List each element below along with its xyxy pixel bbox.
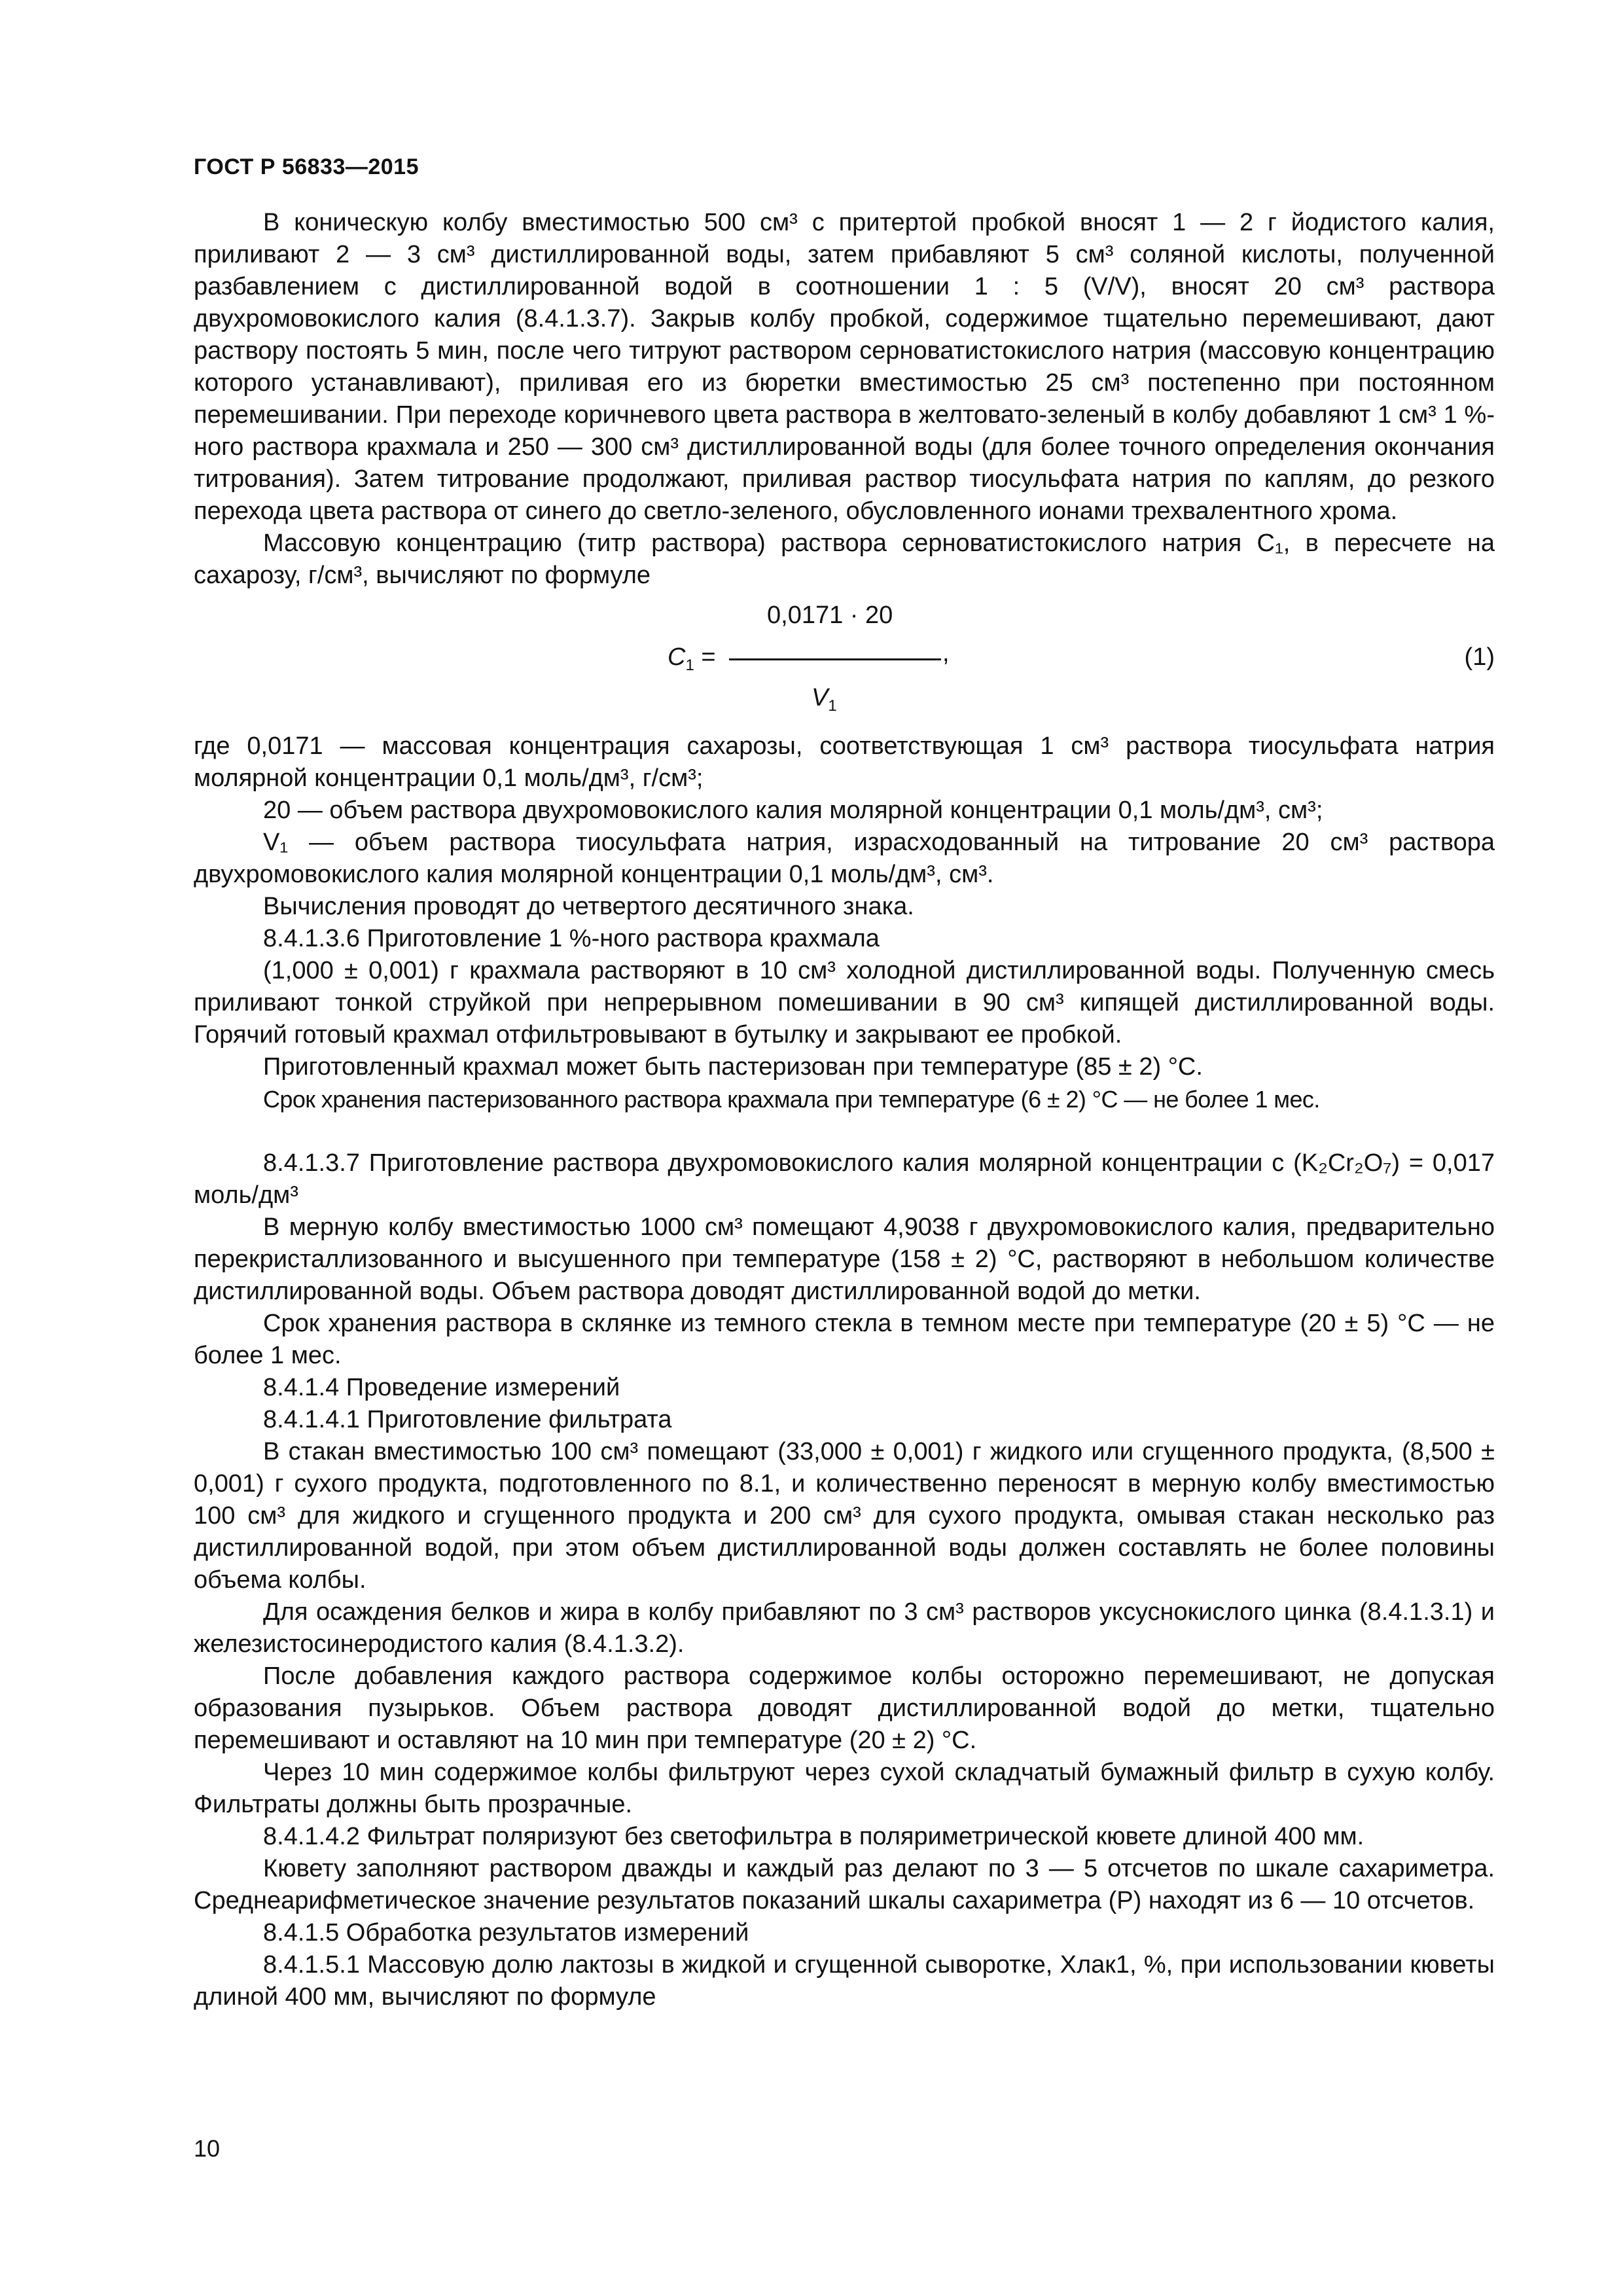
equation-number: (1) [1464, 643, 1495, 671]
paragraph: Через 10 мин содержимое колбы фильтруют через сухой складчатый бумажный фильтр в сухую колбу. Фильтраты должны быть прозрачные. [194, 1759, 1495, 1818]
paragraph: В мерную колбу вместимостью 1000 см³ помещают 4,9038 г двухромовокислого калия, предварительно перекристаллизованного и высушенного при температуре (158 ± 2) °С, растворяют в небольшом количестве дистиллированной воды. Объем раствора доводят дистиллированной водой до метки. [194, 1213, 1495, 1305]
section-heading: 8.4.1.3.6 Приготовление 1 %-ного раствора крахмала [263, 925, 880, 952]
paragraph: Для осаждения белков и жира в колбу прибавляют по 3 см³ растворов уксуснокислого цинка (8.4.1.3.1) и железистосинеродистого калия (8.4.1.3.2). [194, 1598, 1495, 1658]
paragraph: Срок хранения пастеризованного раствора крахмала при температуре (6 ± 2) °С — не более 1 мес. [263, 1086, 1320, 1113]
formula-lhs [668, 641, 716, 673]
paragraph: Кювету заполняют раствором дважды и каждый раз делают по 3 — 5 отсчетов по шкале сахариметра. Среднеарифметическое значение результатов показаний шкалы сахариметра (Р) находят из 6 — 10 отсчетов. [194, 1855, 1495, 1914]
section-heading: 8.4.1.3.7 Приготовление раствора двухромовокислого калия молярной концентрации c (K₂Cr₂O₇) = 0,017 моль/дм³ [194, 1149, 1495, 1209]
paragraph: 8.4.1.4.2 Фильтрат поляризуют без светофильтра в поляриметрической кювете длиной 400 мм. [263, 1823, 1364, 1850]
section-heading: 8.4.1.4 Проведение измерений [263, 1374, 620, 1401]
paragraph: В стакан вместимостью 100 см³ помещают (33,000 ± 0,001) г жидкого или сгущенного продукта, (8,500 ± 0,001) г сухого продукта, подготовленного по 8.1, и количественно переносят в мерную колбу вместимостью 100 см³ для жидкого и сгущенного продукта и 200 см³ для сухого продукта, омывая стакан несколько раз дистиллированной водой, при этом объем дистиллированной воды должен составлять не более половины объема колбы. [194, 1438, 1495, 1594]
document-header: ГОСТ Р 56833—2015 [194, 154, 419, 179]
where-item: 20 — объем раствора двухромовокислого калия молярной концентрации 0,1 моль/дм³, см³; [263, 797, 1323, 824]
paragraph: Массовую концентрацию (титр раствора) раствора серноватистокислого натрия С₁, в пересчете на сахарозу, г/см³, вычисляют по формуле [194, 529, 1495, 589]
formula-denominator [812, 682, 837, 714]
fraction-bar [729, 658, 941, 660]
formula-numerator: 0,0171 · 20 [767, 601, 893, 629]
where-item: где 0,0171 — массовая концентрация сахарозы, соответствующая 1 см³ раствора тиосульфата натрия молярной концентрации 0,1 моль/дм³, г/см³; [194, 732, 1495, 792]
formula-lhs-sub: 1 [685, 656, 694, 674]
paragraph: В коническую колбу вместимостью 500 см³ с притертой пробкой вносят 1 — 2 г йодистого калия, приливают 2 — 3 см³ дистиллированной воды, затем прибавляют 5 см³ соляной кислоты, полученной разбавлением с дистиллированной водой в соотношении 1 : 5 (V/V), вносят 20 см³ раствора двухромовокислого калия (8.4.1.3.7). Закрыв колбу пробкой, содержимое тщательно перемешивают, дают раствору постоять 5 мин, после чего титруют раствором серноватистокислого натрия (массовую концентрацию которого устанавливают), приливая его из бюретки вместимостью 25 см³ постепенно при постоянном перемешивании. При переходе коричневого цвета раствора в желтовато-зеленый в колбу добавляют 1 см³ 1 %-ного раствора крахмала и 250 — 300 см³ дистиллированной воды (для более точного определения окончания титрования). Затем титрование продолжают, приливая раствор тиосульфата натрия по каплям, до резкого перехода цвета раствора от синего до светло-зеленого, обусловленного ионами трехвалентного хрома. [194, 209, 1495, 525]
formula-lhs-symbol: C [668, 643, 686, 671]
section-heading: 8.4.1.4.1 Приготовление фильтрата [263, 1406, 672, 1433]
paragraph: Срок хранения раствора в склянке из темного стекла в темном месте при температуре (20 ± 5) °С — не более 1 мес. [194, 1310, 1495, 1369]
paragraph: Вычисления проводят до четвертого десятичного знака. [263, 893, 914, 920]
formula-den-symbol: V [812, 684, 829, 711]
paragraph: После добавления каждого раствора содержимое колбы осторожно перемешивают, не допуская образования пузырьков. Объем раствора доводят дистиллированной водой до метки, тщательно перемешивают и оставляют на 10 мин при температуре (20 ± 2) °С. [194, 1662, 1495, 1754]
page-number: 10 [194, 2135, 221, 2162]
section-heading: 8.4.1.5 Обработка результатов измерений [263, 1919, 749, 1946]
document-body [194, 207, 1495, 2013]
formula-den-sub: 1 [828, 697, 837, 715]
paragraph: Приготовленный крахмал может быть пастеризован при температуре (85 ± 2) °С. [263, 1053, 1203, 1081]
paragraph: 8.4.1.5.1 Массовую долю лактозы в жидкой и сгущенной сыворотке, Xлак1, %, при использовании кюветы длиной 400 мм, вычисляют по формуле [194, 1951, 1495, 2011]
paragraph: (1,000 ± 0,001) г крахмала растворяют в 10 см³ холодной дистиллированной воды. Полученную смесь приливают тонкой струйкой при непрерывном помешивании в 90 см³ кипящей дистиллированной воды. Горячий готовый крахмал отфильтровывают в бутылку и закрывают ее пробкой. [194, 957, 1495, 1049]
formula-comma: , [942, 639, 950, 667]
where-item: V₁ — объем раствора тиосульфата натрия, израсходованный на титрование 20 см³ раствора двухромовокислого калия молярной концентрации 0,1 моль/дм³, см³. [194, 829, 1495, 888]
formula-1 [194, 594, 1495, 724]
formula-equals: = [701, 643, 716, 671]
